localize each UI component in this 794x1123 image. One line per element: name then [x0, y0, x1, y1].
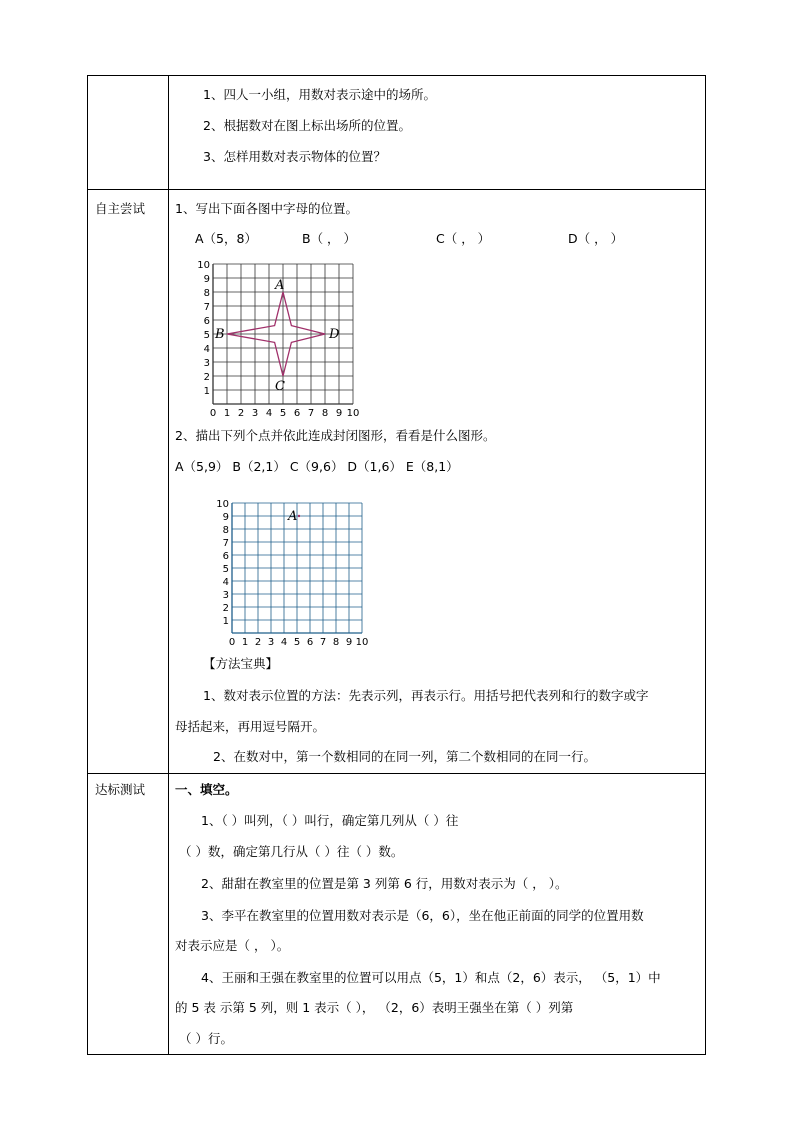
- x-tick-label: 2: [254, 637, 262, 648]
- test-heading: 一、填空。: [175, 782, 238, 797]
- test-line-1: 1、（ ）叫列，（ ）叫行，确定第几列从（ ）往: [201, 813, 459, 828]
- y-tick-label: 7: [222, 538, 229, 549]
- point-a-marker: [298, 515, 300, 517]
- y-tick-label: 8: [222, 525, 229, 536]
- row-divider: [88, 189, 705, 190]
- x-tick-label: 9: [345, 637, 353, 648]
- x-tick-label: 6: [293, 408, 301, 419]
- point-label: D: [329, 327, 340, 342]
- y-tick-label: 5: [203, 330, 210, 341]
- y-tick-label: 1: [203, 386, 210, 397]
- q1-answer-a: A（5，8）: [195, 231, 257, 246]
- method-line-1: 1、数对表示位置的方法：先表示列，再表示行。用括号把代表列和行的数字或字: [203, 688, 649, 703]
- row-divider: [88, 773, 705, 774]
- x-tick-label: 4: [280, 637, 288, 648]
- test-line-5: 对表示应是（ ， ）。: [175, 938, 290, 953]
- x-tick-label: 6: [306, 637, 314, 648]
- x-tick-label: 10: [346, 408, 360, 419]
- column-divider: [168, 76, 169, 1054]
- y-tick-label: 10: [197, 260, 210, 271]
- y-tick-label: 6: [203, 316, 210, 327]
- point-label: C: [275, 379, 285, 394]
- test-label: 达标测试: [95, 782, 146, 797]
- q2-title: 2、描出下列个点并依此连成封闭图形，看看是什么图形。: [175, 428, 496, 443]
- y-tick-label: 6: [222, 551, 229, 562]
- method-line-2: 2、在数对中，第一个数相同的在同一列，第二个数相同的在同一行。: [213, 749, 596, 764]
- test-line-3: 2、甜甜在教室里的位置是第 3 列第 6 行，用数对表示为（ ， ）。: [201, 876, 568, 891]
- x-tick-label: 0: [228, 637, 236, 648]
- x-tick-label: 5: [279, 408, 287, 419]
- x-tick-label: 7: [319, 637, 327, 648]
- test-line-2: （ ）数，确定第几行从（ ）往（ ）数。: [179, 844, 404, 859]
- y-tick-label: 10: [216, 499, 229, 510]
- x-tick-label: 10: [355, 637, 369, 648]
- q1-answer-b: B（ ， ）: [302, 231, 357, 246]
- x-tick-label: 7: [307, 408, 315, 419]
- y-tick-label: 4: [203, 344, 210, 355]
- test-line-7: 的 5 表 示第 5 列，则 1 表示（ ）， （2，6）表明王强坐在第（ ）列第: [175, 1000, 574, 1015]
- y-tick-label: 4: [222, 577, 229, 588]
- y-tick-label: 7: [203, 302, 210, 313]
- coordinate-grid-2: [218, 490, 378, 650]
- y-tick-label: 8: [203, 288, 210, 299]
- x-tick-label: 1: [223, 408, 231, 419]
- x-tick-label: 0: [209, 408, 217, 419]
- y-tick-label: 2: [222, 603, 229, 614]
- point-label: A: [275, 278, 285, 293]
- q1-title: 1、写出下面各图中字母的位置。: [175, 201, 358, 216]
- y-tick-label: 5: [222, 564, 229, 575]
- x-tick-label: 9: [335, 408, 343, 419]
- y-tick-label: 1: [222, 616, 229, 627]
- y-tick-label: 9: [203, 274, 210, 285]
- x-tick-label: 8: [332, 637, 340, 648]
- x-tick-label: 4: [265, 408, 273, 419]
- x-tick-label: 5: [293, 637, 301, 648]
- coordinate-grid-1: [197, 256, 360, 419]
- x-tick-label: 8: [321, 408, 329, 419]
- test-line-4: 3、李平在教室里的位置用数对表示是（6，6），坐在他正前面的同学的位置用数: [201, 908, 644, 923]
- intro-item-2: 2、根据数对在图上标出场所的位置。: [203, 118, 411, 133]
- intro-item-1: 1、四人一小组，用数对表示途中的场所。: [203, 87, 436, 102]
- x-tick-label: 1: [241, 637, 249, 648]
- q1-answer-c: C（ ， ）: [436, 231, 491, 246]
- y-tick-label: 9: [222, 512, 229, 523]
- y-tick-label: 3: [222, 590, 229, 601]
- y-tick-label: 3: [203, 358, 210, 369]
- x-tick-label: 3: [251, 408, 259, 419]
- test-line-6: 4、王丽和王强在教室里的位置可以用点（5，1）和点（2，6）表示， （5，1）中: [201, 970, 661, 985]
- point-label: A: [288, 509, 298, 524]
- method-line-1b: 母括起来，再用逗号隔开。: [175, 719, 326, 734]
- self-try-label: 自主尝试: [95, 201, 146, 216]
- intro-item-3: 3、怎样用数对表示物体的位置？: [203, 149, 386, 164]
- test-line-8: （ ）行。: [179, 1031, 233, 1046]
- method-heading: 【方法宝典】: [203, 656, 279, 671]
- x-tick-label: 3: [267, 637, 275, 648]
- worksheet-table: [87, 75, 706, 1055]
- x-tick-label: 2: [237, 408, 245, 419]
- point-label: B: [215, 327, 225, 342]
- y-tick-label: 2: [203, 372, 210, 383]
- q1-answer-d: D（ ， ）: [568, 231, 624, 246]
- q2-points: A（5,9） B（2,1） C（9,6） D（1,6） E（8,1）: [175, 459, 459, 474]
